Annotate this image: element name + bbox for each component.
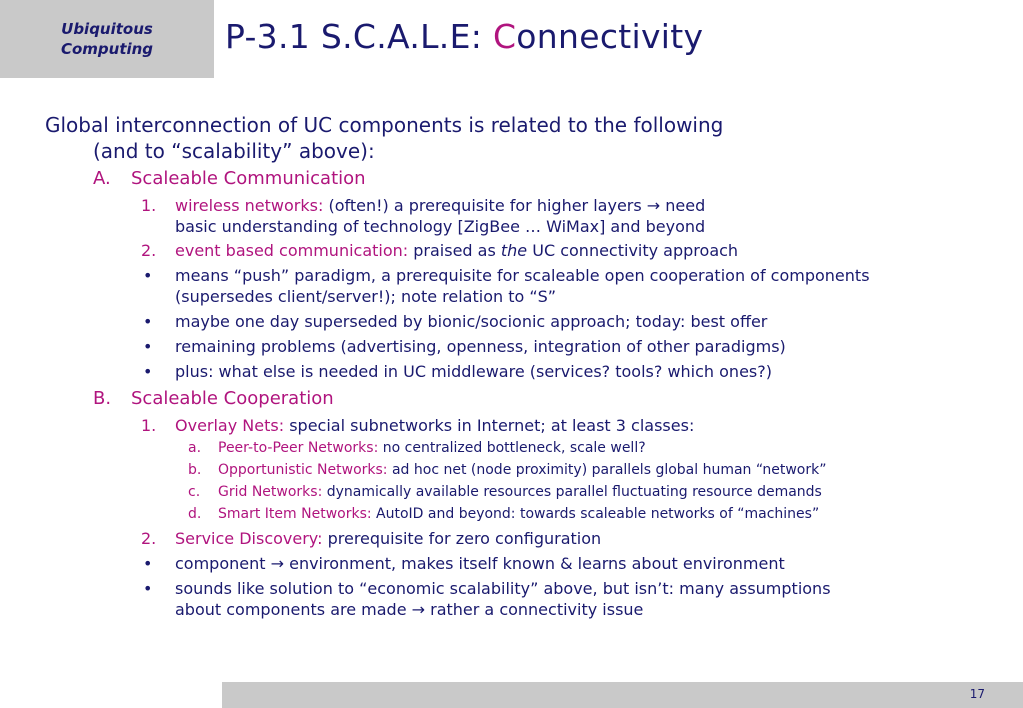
section-a-heading: Scaleable Communication — [131, 168, 366, 189]
section-a-bullet1: means “push” paradigm, a prerequisite for scaleable open cooperation of components — [175, 266, 870, 285]
section-b-bullet2: sounds like solution to “economic scalability” above, but isn’t: many assumptions — [175, 579, 831, 598]
section-a-bullet4-marker: • — [143, 362, 153, 381]
sub-item-b-text: ad hoc net (node proximity) parallels global human “network” — [387, 462, 827, 478]
intro-line-2: (and to “scalability” above): — [93, 139, 375, 163]
sub-item-c-marker: c. — [188, 484, 201, 500]
sub-item-a — [218, 440, 646, 456]
course-label-box — [0, 0, 214, 78]
section-b-item2 — [175, 529, 601, 548]
sub-item-d-marker: d. — [188, 506, 202, 522]
section-a-item2-term: event based communication: — [175, 241, 409, 260]
section-b-bullet1-marker: • — [143, 554, 153, 573]
sub-item-a-marker: a. — [188, 440, 202, 456]
section-a-bullet3-marker: • — [143, 337, 153, 356]
slide-title-rest: onnectivity — [516, 17, 704, 56]
section-a-bullet1-marker: • — [143, 266, 153, 285]
page-number: 17 — [969, 687, 985, 701]
sub-item-b-marker: b. — [188, 462, 202, 478]
section-a-item2 — [175, 241, 738, 260]
section-a-item1-term: wireless networks: — [175, 196, 324, 215]
slide-title-accent-letter: C — [492, 17, 517, 56]
section-a-item1-text: (often!) a prerequisite for higher layers → need — [323, 196, 706, 215]
section-a-marker: A. — [93, 168, 111, 189]
intro-line-1: Global interconnection of UC components is related to the following — [45, 113, 724, 137]
section-a-item2-italic: the — [500, 241, 528, 260]
slide-title — [225, 17, 703, 56]
section-a-item2-marker: 2. — [141, 241, 157, 260]
slide-title-prefix: P-3.1 S.C.A.L.E: — [225, 17, 493, 56]
section-b-item2-text: prerequisite for zero configuration — [322, 529, 602, 548]
section-a-bullet2-marker: • — [143, 312, 153, 331]
course-label-line2: Computing — [60, 40, 154, 58]
section-b-item1 — [175, 416, 694, 435]
sub-item-c-text: dynamically available resources parallel fluctuating resource demands — [322, 484, 822, 500]
section-a-item2-text-before: praised as — [408, 241, 501, 260]
section-b-bullet1: component → environment, makes itself known & learns about environment — [175, 554, 785, 573]
section-a-bullet1-continuation: (supersedes client/server!); note relation to “S” — [175, 287, 557, 306]
sub-item-b — [218, 462, 826, 478]
section-b-heading: Scaleable Cooperation — [131, 388, 334, 409]
section-b-item1-text: special subnetworks in Internet; at least 3 classes: — [284, 416, 695, 435]
sub-item-d — [218, 506, 819, 522]
section-a-bullet3: remaining problems (advertising, openness, integration of other paradigms) — [175, 337, 786, 356]
section-a-item1-marker: 1. — [141, 196, 157, 215]
sub-item-c — [218, 484, 822, 500]
section-b-item1-term: Overlay Nets: — [175, 416, 285, 435]
course-label-line1: Ubiquitous — [61, 20, 153, 38]
section-a-bullet2: maybe one day superseded by bionic/socionic approach; today: best offer — [175, 312, 768, 331]
sub-item-c-term: Grid Networks: — [218, 484, 323, 500]
section-b-bullet2-marker: • — [143, 579, 153, 598]
sub-item-a-term: Peer-to-Peer Networks: — [218, 440, 379, 456]
section-a-item1 — [175, 196, 705, 215]
section-b-item2-term: Service Discovery: — [175, 529, 323, 548]
section-b-bullet2-continuation: about components are made → rather a connectivity issue — [175, 600, 644, 619]
section-b-marker: B. — [93, 388, 112, 409]
sub-item-a-text: no centralized bottleneck, scale well? — [378, 440, 646, 456]
section-b-item2-marker: 2. — [141, 529, 157, 548]
section-a-item2-text-after: UC connectivity approach — [527, 241, 739, 260]
sub-item-d-text: AutoID and beyond: towards scaleable networks of “machines” — [371, 506, 820, 522]
section-a-bullet4: plus: what else is needed in UC middleware (services? tools? which ones?) — [175, 362, 772, 381]
sub-item-b-term: Opportunistic Networks: — [218, 462, 388, 478]
section-b-item1-marker: 1. — [141, 416, 157, 435]
section-a-item1-continuation: basic understanding of technology [ZigBee … WiMax] and beyond — [175, 217, 706, 236]
footer-bar — [222, 682, 1023, 708]
sub-item-d-term: Smart Item Networks: — [218, 506, 372, 522]
